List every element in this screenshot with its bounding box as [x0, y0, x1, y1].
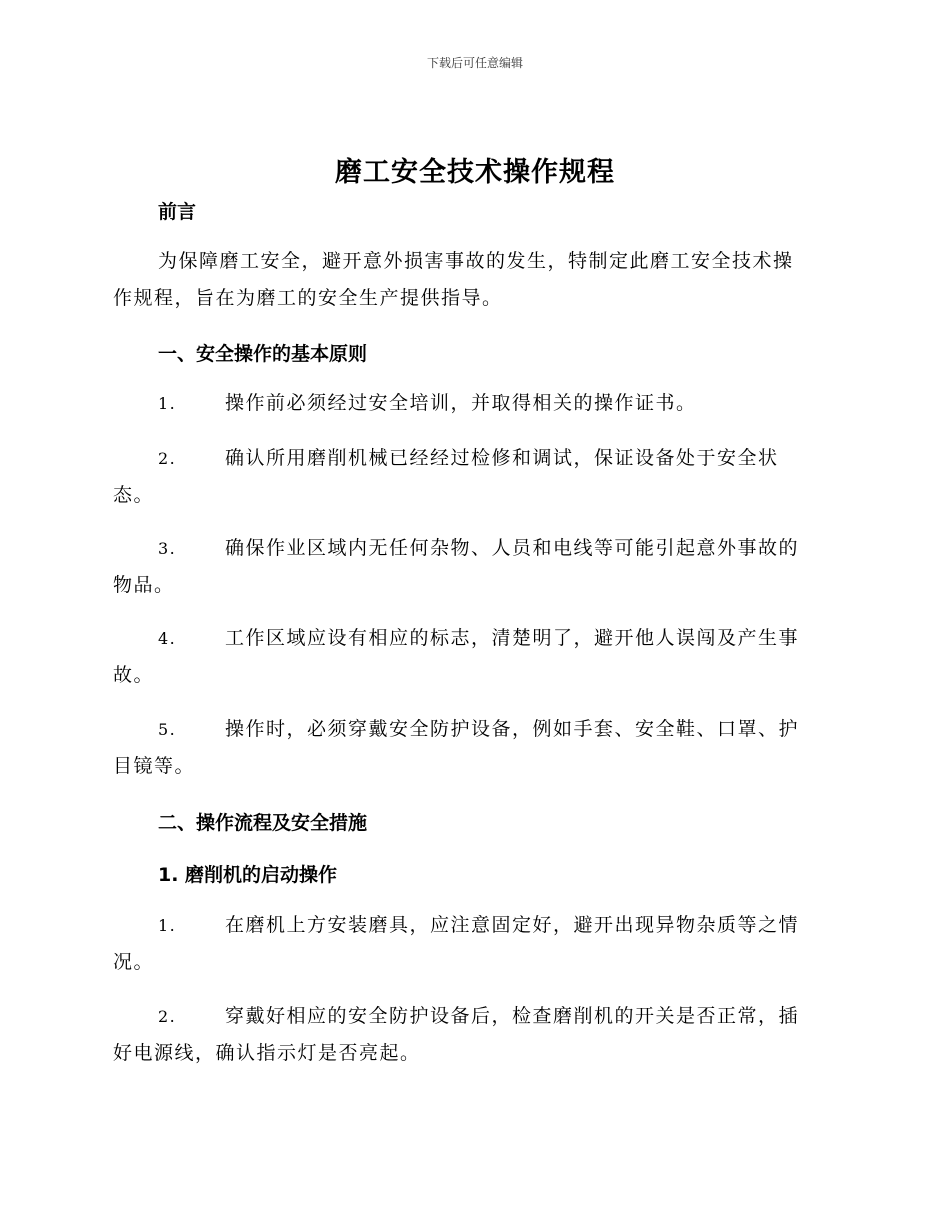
list-item-text: 在磨机上方安装磨具，应注意固定好，避开出现异物杂质等之情 [225, 914, 800, 936]
list-item-number: 2. [158, 1007, 177, 1026]
list-item-number: 1. [158, 916, 177, 935]
page-header-note: 下载后可任意编辑 [426, 56, 523, 70]
section2-heading: 二、操作流程及安全措施 [158, 812, 368, 834]
list-item-text: 穿戴好相应的安全防护设备后，检查磨削机的开关是否正常，插 [225, 1005, 800, 1027]
list-item-text: 操作前必须经过安全培训，并取得相关的操作证书。 [225, 392, 697, 414]
list-item-number: 2. [158, 449, 177, 468]
list-item-text: 操作时，必须穿戴安全防护设备，例如手套、安全鞋、口罩、护 [225, 718, 800, 740]
list-item-text-cont: 态。 [113, 484, 155, 506]
list-item-text: 工作区域应设有相应的标志，清楚明了，避开他人误闯及产生事 [225, 627, 800, 649]
preface-line-1: 为保障磨工安全，避开意外损害事故的发生，特制定此磨工安全技术操 [158, 250, 794, 272]
list-item [113, 530, 833, 604]
section2-subheading: 1. 磨削机的启动操作 [158, 864, 338, 886]
list-item-text-cont: 故。 [113, 664, 155, 686]
list-item [113, 711, 833, 785]
preface-line-2: 作规程，旨在为磨工的安全生产提供指导。 [113, 287, 503, 309]
section1-heading: 一、安全操作的基本原则 [158, 343, 368, 365]
list-item-number: 3. [158, 539, 177, 558]
preface-heading: 前言 [158, 201, 197, 223]
list-item-text: 确保作业区域内无任何杂物、人员和电线等可能引起意外事故的 [225, 537, 800, 559]
list-item-number: 5. [158, 720, 177, 739]
document-title: 磨工安全技术操作规程 [335, 157, 615, 188]
list-item [113, 998, 833, 1072]
list-item-text-cont: 物品。 [113, 574, 175, 596]
list-item-number: 1. [158, 394, 177, 413]
list-item-number: 4. [158, 629, 177, 648]
list-item-text: 确认所用磨削机械已经经过检修和调试，保证设备处于安全状 [225, 447, 779, 469]
list-item [113, 385, 833, 422]
list-item-text-cont: 目镜等。 [113, 755, 196, 777]
list-item-text-cont: 好电源线，确认指示灯是否亮起。 [113, 1042, 421, 1064]
preface-paragraph [113, 243, 833, 317]
list-item-text-cont: 况。 [113, 951, 155, 973]
list-item [113, 907, 833, 981]
list-item [113, 620, 833, 694]
list-item [113, 440, 833, 514]
